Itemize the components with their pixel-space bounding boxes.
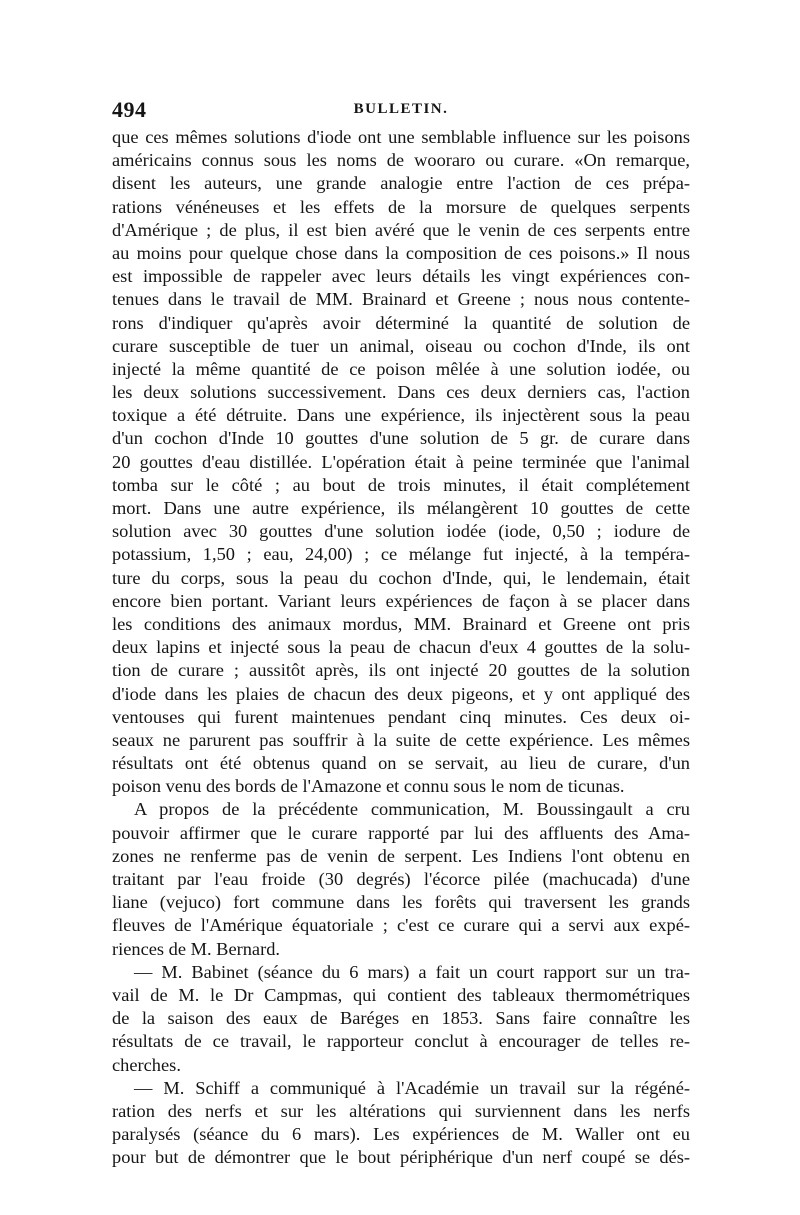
text-line: paralysés (séance du 6 mars). Les expériences de M. Waller ont eu [112, 1124, 690, 1145]
text-line: résultats ont été obtenus quand on se servait, au lieu de curare, d'un [112, 753, 690, 774]
text-line: que ces mêmes solutions d'iode ont une semblable influence sur les poisons [112, 127, 690, 147]
text-line: d'Amérique ; de plus, il est bien avéré que le venin de ces serpents entre [112, 219, 690, 240]
paragraph-start-line: A propos de la précédente communication, M. Boussingault a cru [134, 799, 690, 820]
text-line: rons d'indiquer qu'après avoir déterminé la quantité de solution de [112, 312, 690, 333]
text-line: les deux solutions successivement. Dans ces deux derniers cas, l'action [112, 382, 690, 403]
text-line: rations vénéneuses et les effets de la morsure de quelques serpents [112, 196, 690, 217]
text-line: traitant par l'eau froide (30 degrés) l'écorce pilée (machucada) d'une [112, 869, 690, 889]
text-line: 20 gouttes d'eau distillée. L'opération était à peine terminée que l'animal [112, 451, 690, 472]
text-line: seaux ne parurent pas souffrir à la suite de cette expérience. Les mêmes [112, 729, 690, 750]
text-line: curare susceptible de tuer un animal, oiseau ou cochon d'Inde, ils ont [112, 335, 690, 356]
text-line: disent les auteurs, une grande analogie entre l'action de ces prépa- [112, 173, 690, 194]
text-line: au moins pour quelque chose dans la composition de ces poisons.» Il nous [112, 242, 690, 263]
text-line: est impossible de rappeler avec leurs détails les vingt expériences con- [112, 266, 690, 287]
text-line: zones ne renferme pas de venin de serpent. Les Indiens l'ont obtenu en [112, 845, 690, 866]
text-line: vail de M. le Dr Campmas, qui contient des tableaux thermométriques [112, 984, 690, 1005]
text-line: toxique a été détruite. Dans une expérience, ils injectèrent sous la peau [112, 405, 690, 426]
text-line: résultats de ce travail, le rapporteur conclut à encourager de telles re- [112, 1031, 690, 1052]
page-number: 494 [112, 97, 147, 122]
text-line: pour but de démontrer que le bout périphérique d'un nerf coupé se dés- [112, 1147, 690, 1168]
text-line: tenues dans le travail de MM. Brainard et Greene ; nous nous contente- [112, 289, 690, 310]
text-line: les conditions des animaux mordus, MM. Brainard et Greene ont pris [112, 613, 690, 634]
text-line: tomba sur le côté ; au bout de trois minutes, il était complétement [112, 474, 690, 495]
running-title: BULLETIN. [353, 101, 449, 117]
text-line: ventouses qui furent maintenues pendant cinq minutes. Ces deux oi- [112, 706, 690, 727]
text-line: tion de curare ; aussitôt après, ils ont injecté 20 gouttes de la solution [112, 660, 690, 681]
text-line: pouvoir affirmer que le curare rapporté par lui des affluents des Ama- [112, 822, 690, 843]
text-line: ration des nerfs et sur les altérations qui surviennent dans les nerfs [112, 1100, 690, 1121]
paragraph-end-line: poison venu des bords de l'Amazone et connu sous le nom de ticunas. [112, 776, 625, 797]
text-line: deux lapins et injecté sous la peau de chacun d'eux 4 gouttes de la solu- [112, 637, 690, 658]
text-line: injecté la même quantité de ce poison mêlée à une solution iodée, ou [112, 358, 690, 379]
text-line: liane (vejuco) fort commune dans les forêts qui traversent les grands [112, 892, 690, 913]
paragraph-end-line: riences de M. Bernard. [112, 938, 281, 959]
text-line: fleuves de l'Amérique équatoriale ; c'est ce curare qui a servi aux expé- [112, 915, 690, 936]
text-line: de la saison des eaux de Baréges en 1853. Sans faire connaître les [112, 1008, 690, 1029]
paragraph-end-line: cherches. [112, 1054, 181, 1075]
body-text [112, 126, 690, 1169]
text-line: mort. Dans une autre expérience, ils mélangèrent 10 gouttes de cette [112, 498, 690, 518]
paragraph-start-line: — M. Schiff a communiqué à l'Académie un travail sur la régéné- [134, 1077, 690, 1098]
text-line: solution avec 30 gouttes d'une solution iodée (iode, 0,50 ; iodure de [112, 521, 690, 542]
text-line: ture du corps, sous la peau du cochon d'Inde, qui, le lendemain, était [112, 567, 690, 588]
text-line: potassium, 1,50 ; eau, 24,00) ; ce mélange fut injecté, à la tempéra- [112, 544, 690, 565]
text-line: encore bien portant. Variant leurs expériences de façon à se placer dans [112, 590, 690, 611]
text-line: d'un cochon d'Inde 10 gouttes d'une solution de 5 gr. de curare dans [112, 428, 690, 449]
paragraph-start-line: — M. Babinet (séance du 6 mars) a fait un court rapport sur un tra- [134, 961, 690, 982]
text-line: américains connus sous les noms de wooraro ou curare. «On remarque, [112, 150, 690, 171]
text-line: d'iode dans les plaies de chacun des deux pigeons, et y ont appliqué des [112, 683, 690, 704]
page-header [112, 97, 690, 125]
